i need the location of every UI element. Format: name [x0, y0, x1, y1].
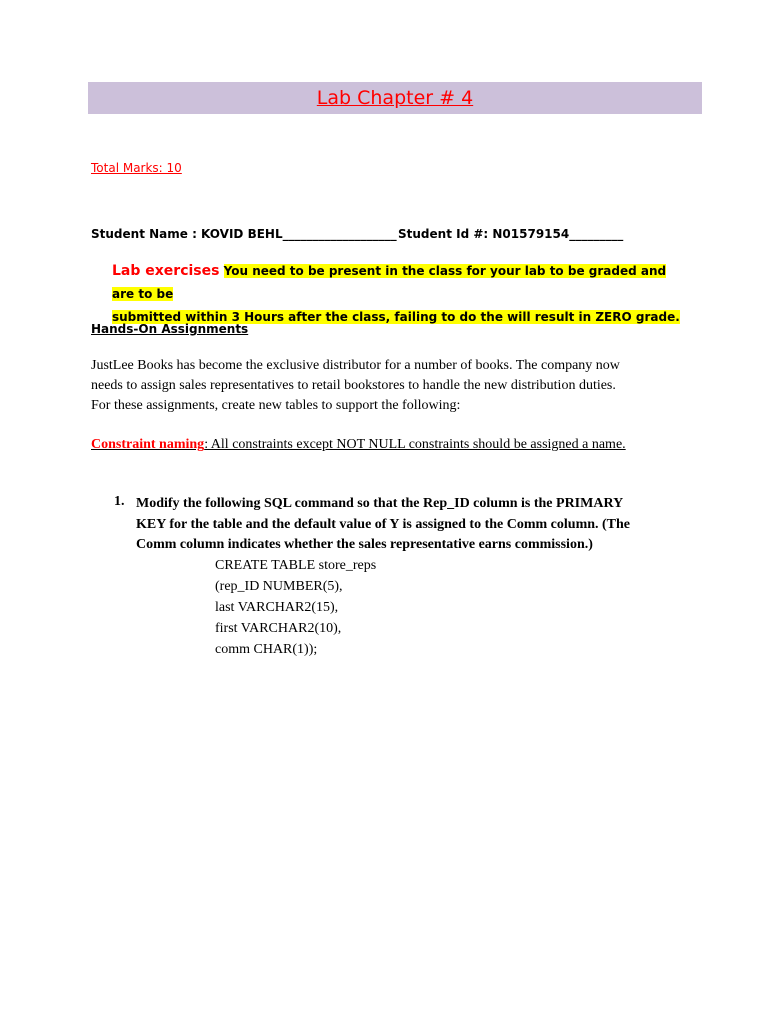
- hands-on-heading: Hands-On Assignments: [91, 322, 249, 336]
- sql-code-block: [215, 555, 376, 660]
- constraint-naming-note: [91, 437, 626, 453]
- title-banner: [88, 82, 702, 114]
- sql-code-line: first VARCHAR2(10),: [215, 621, 342, 636]
- intro-line: For these assignments, create new tables to support the following:: [91, 398, 461, 413]
- item-instruction-line: Comm column indicates whether the sales representative earns commission.): [136, 537, 593, 552]
- lab-exercises-line-1: You need to be present in the class for your lab to be graded and are to be: [112, 264, 667, 301]
- sql-code-line: (rep_ID NUMBER(5),: [215, 579, 343, 594]
- lab-exercises-line-2: submitted within 3 Hours after the class, failing to do the will result in ZERO grade.: [112, 310, 680, 324]
- student-id: Student Id #: N01579154_________: [398, 227, 624, 241]
- item-number: 1.: [114, 494, 125, 509]
- sql-code-line: comm CHAR(1));: [215, 642, 318, 657]
- constraint-naming-label: Constraint naming: [91, 437, 205, 452]
- lab-exercises-note: [112, 260, 692, 329]
- student-name: Student Name : KOVID BEHL___________________: [91, 227, 397, 241]
- lab-exercises-label: Lab exercises: [112, 263, 220, 279]
- constraint-naming-text: : All constraints except NOT NULL constraints should be assigned a name.: [204, 437, 626, 452]
- sql-code-line: last VARCHAR2(15),: [215, 600, 339, 615]
- intro-line: JustLee Books has become the exclusive distributor for a number of books. The company now: [91, 358, 620, 373]
- item-instruction-line: Modify the following SQL command so that the Rep_ID column is the PRIMARY: [136, 496, 624, 511]
- item-instruction-line: KEY for the table and the default value of Y is assigned to the Comm column. (The: [136, 516, 631, 532]
- sql-code-line: CREATE TABLE store_reps: [215, 558, 377, 573]
- item-instruction: [136, 494, 696, 556]
- total-marks: Total Marks: 10: [91, 161, 182, 175]
- intro-line: needs to assign sales representatives to retail bookstores to handle the new distribution duties.: [91, 378, 616, 393]
- intro-paragraph: [91, 356, 711, 416]
- page-title: Lab Chapter # 4: [316, 87, 474, 109]
